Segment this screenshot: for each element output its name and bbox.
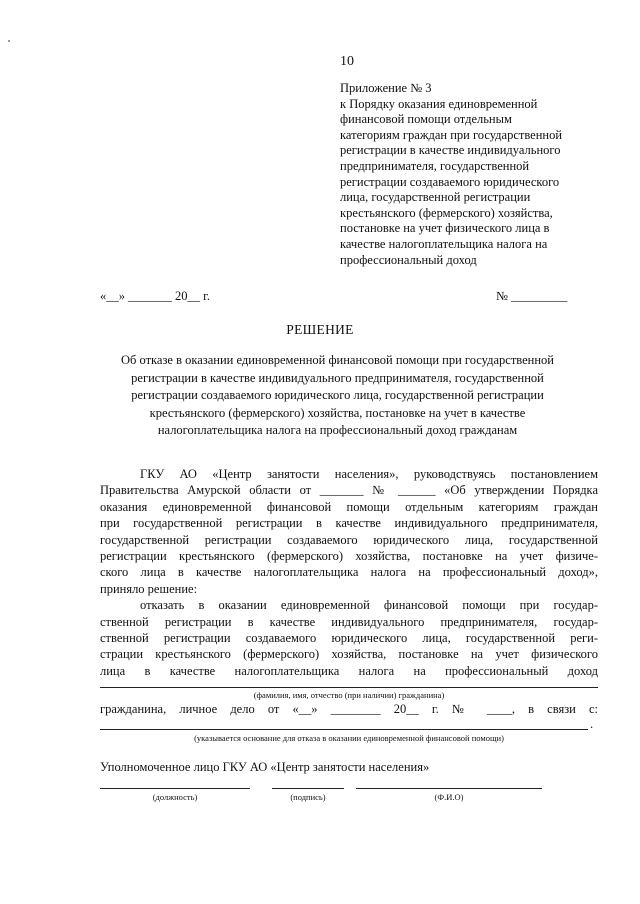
appendix-line: финансовой помощи отдельным (340, 112, 512, 127)
reason-caption: (указывается основание для отказа в оказании единовременной финансовой помощи) (194, 733, 504, 743)
appendix-line: регистрации создаваемого юридического (340, 174, 560, 189)
signature-underline (272, 788, 344, 789)
name-underline (356, 788, 542, 789)
document-title: РЕШЕНИЕ (286, 322, 354, 337)
subject-line: регистрации создаваемого юридического лица, государственной регистрации (131, 388, 544, 402)
position-caption: (должность) (152, 792, 198, 802)
document-number-line: № _________ (496, 289, 568, 303)
fio-underline (100, 687, 598, 688)
subject-line: крестьянского (фермерского) хозяйства, постановке на учет в качестве (149, 405, 526, 420)
appendix-line: лица, государственной регистрации (340, 190, 531, 205)
body-line: отказать в оказании единовременной финансовой помощи при государ- (140, 598, 598, 613)
body-line: государственной регистрации создаваемого юридического лица, государственной (100, 532, 598, 547)
document-subject (100, 352, 575, 440)
body-line: ственной регистрации создаваемого юридического лица, государственной реги- (100, 631, 598, 646)
appendix-line: Приложение № 3 (340, 81, 432, 95)
page-number: 10 (340, 54, 354, 69)
position-underline (100, 788, 250, 789)
reason-end-mark: . (590, 717, 594, 731)
body-line: страции крестьянского (фермерского) хозяйства, постановке на учет физического (100, 647, 598, 662)
body-line: при государственной регистрации в качестве индивидуального предпринимателя, (100, 516, 598, 531)
name-caption: (Ф.И.О) (434, 792, 464, 802)
appendix-line: регистрации в качестве индивидуального (340, 143, 561, 158)
body-line: ского лица в качестве налогоплательщика налога на профессиональный доход», (100, 565, 598, 580)
appendix-line: к Порядку оказания единовременной (340, 96, 538, 111)
authorized-person: Уполномоченное лицо ГКУ АО «Центр занятости населения» (100, 760, 430, 774)
body-line: приняло решение: (100, 581, 198, 596)
appendix-line: предпринимателя, государственной (340, 158, 530, 173)
appendix-line: профессиональный доход (340, 252, 477, 267)
body-text (100, 466, 598, 679)
subject-line: регистрации в качестве индивидуального предпринимателя, государственной (131, 370, 544, 385)
body-line: оказания единовременной финансовой помощи отдельным категориям граждан (100, 499, 598, 514)
fio-caption: (фамилия, имя, отчество (при наличии) гражданина) (253, 690, 445, 700)
body-line: Правительства Амурской области от _______ № ______ «Об утверждении Порядка (100, 483, 598, 498)
subject-line: Об отказе в оказании единовременной финансовой помощи при государственной (120, 353, 554, 367)
body-line: лица в качестве налогоплательщика налога на профессиональный доход (100, 663, 598, 678)
case-line: гражданина, личное дело от «__» ________ 20__ г. № ____, в связи с: (100, 702, 598, 716)
appendix-block (340, 81, 590, 268)
scan-artifact (8, 40, 10, 42)
appendix-line: постановке на учет физического лица в (340, 221, 550, 236)
body-line: регистрации крестьянского (фермерского) хозяйства, постановке на учет физиче- (100, 549, 598, 564)
body-line: ственной регистрации в качестве индивидуального предпринимателя, государ- (100, 614, 598, 629)
appendix-line: категориям граждан при государственной (340, 127, 563, 142)
reason-underline (100, 729, 588, 730)
signature-caption: (подпись) (290, 792, 326, 802)
body-line: ГКУ АО «Центр занятости населения», руководствуясь постановлением (140, 467, 598, 481)
subject-line: налогоплательщика налога на профессиональный доход гражданам (157, 423, 518, 437)
appendix-line: качестве налогоплательщика налога на (340, 236, 548, 251)
date-line: «__» _______ 20__ г. (100, 289, 210, 303)
appendix-line: крестьянского (фермерского) хозяйства, (340, 205, 553, 220)
